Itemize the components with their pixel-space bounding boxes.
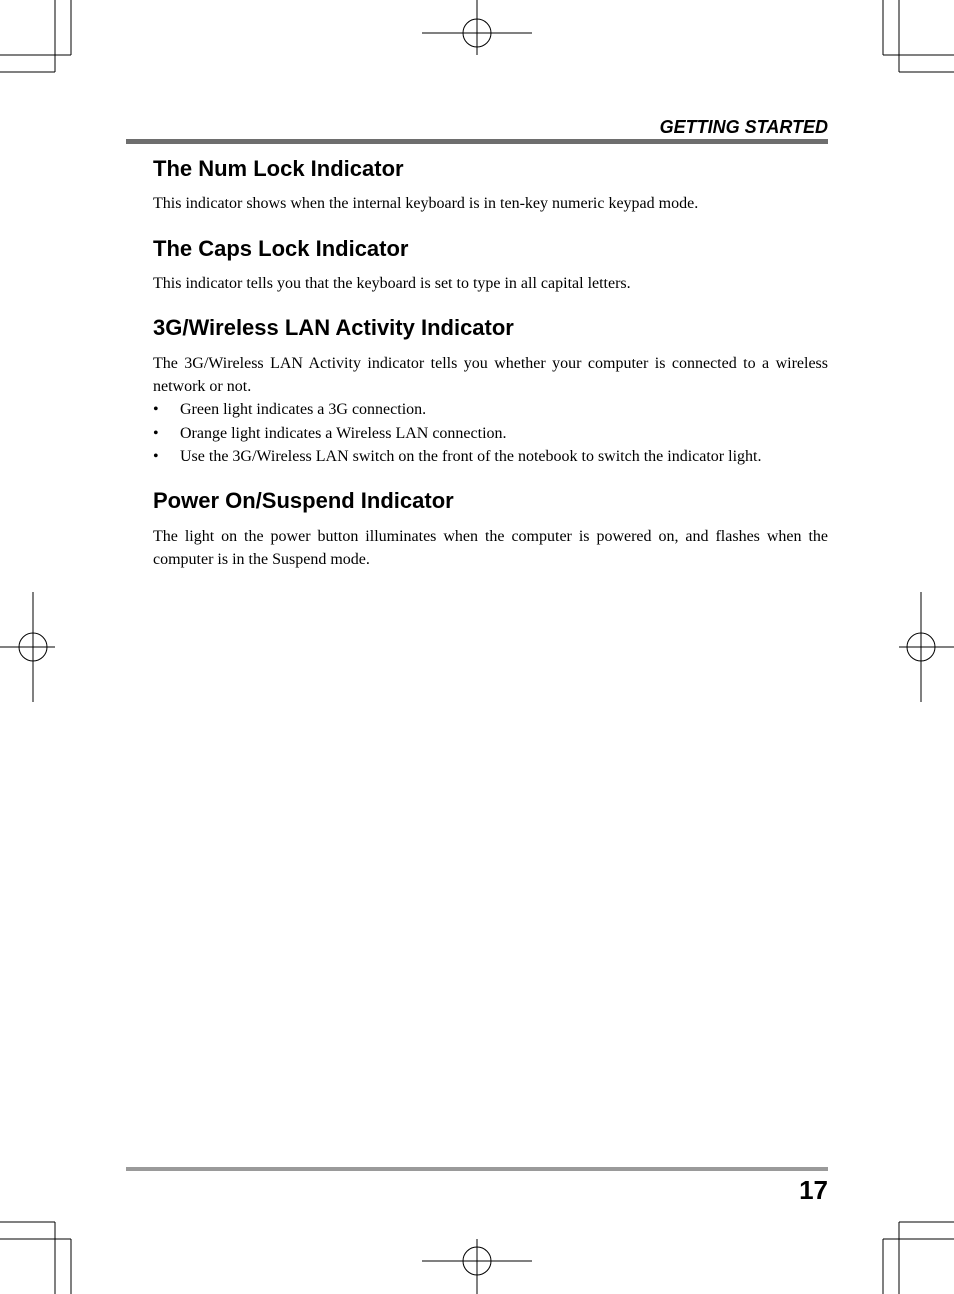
page-number: 17 [799, 1175, 828, 1205]
section-heading: 3G/Wireless LAN Activity Indicator [153, 315, 514, 340]
crop-mark-bottom-left [0, 1222, 71, 1294]
list-item-text: Orange light indicates a Wireless LAN connection. [180, 424, 507, 442]
section-paragraph: This indicator shows when the internal keyboard is in ten-key numeric keypad mode. [153, 195, 699, 212]
section-paragraph: The light on the power button illuminates when the computer is powered on, and flashes when the computer is in the Suspend mode. [153, 527, 828, 568]
bullet-icon: • [153, 424, 159, 442]
bullet-list [153, 398, 828, 469]
section-paragraph: The 3G/Wireless LAN Activity indicator tells you whether your computer is connected to a wireless network or not. [153, 355, 828, 395]
page-content [153, 150, 828, 571]
bullet-icon: • [153, 448, 159, 465]
footer-rule [126, 1167, 828, 1171]
bullet-icon: • [153, 401, 159, 418]
running-header: GETTING STARTED [659, 117, 828, 137]
registration-mark-left [0, 592, 55, 702]
list-item [153, 445, 828, 469]
list-item [153, 422, 828, 446]
header-rule [126, 139, 828, 144]
list-item-text: Green light indicates a 3G connection. [180, 401, 427, 418]
registration-mark-top [422, 0, 532, 55]
section-paragraph: This indicator tells you that the keyboard is set to type in all capital letters. [153, 275, 631, 292]
crop-mark-top-left [0, 0, 71, 72]
crop-mark-top-right [883, 0, 954, 72]
list-item-text: Use the 3G/Wireless LAN switch on the front of the notebook to switch the indicator light. [180, 448, 762, 465]
section-power-suspend [153, 485, 828, 571]
registration-mark-bottom [422, 1239, 532, 1294]
section-caps-lock [153, 233, 828, 295]
crop-mark-bottom-right [883, 1222, 954, 1294]
section-heading: The Num Lock Indicator [153, 156, 404, 181]
list-item [153, 398, 828, 422]
section-heading: Power On/Suspend Indicator [153, 487, 454, 513]
section-heading: The Caps Lock Indicator [153, 236, 409, 261]
registration-mark-right [899, 592, 954, 702]
section-num-lock [153, 153, 828, 215]
section-wireless-lan [153, 312, 828, 469]
